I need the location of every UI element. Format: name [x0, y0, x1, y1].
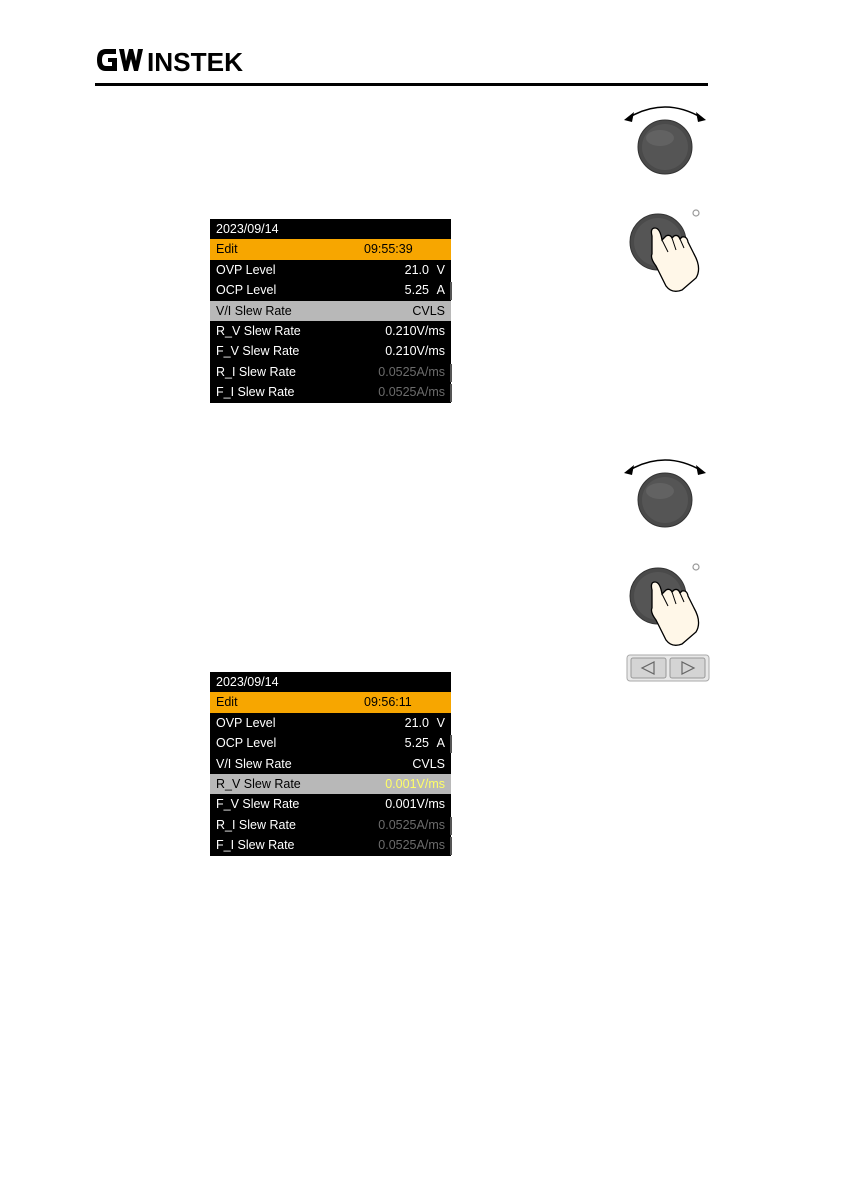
gw-instek-logo: [96, 47, 246, 73]
row-label: OCP Level: [216, 283, 277, 298]
row-value: 0.001V/ms: [385, 776, 445, 791]
row-value: 0.0525A/ms: [378, 385, 445, 400]
row-value: 0.0525A/ms: [378, 364, 445, 379]
row-label: OCP Level: [216, 736, 277, 751]
lcd-row-fi-slew: [210, 835, 451, 855]
header-rule: [95, 83, 708, 86]
row-unit: V: [436, 262, 445, 277]
lcd-mode: Edit: [216, 242, 238, 257]
row-value: 5.25: [404, 283, 429, 298]
lcd-row-ocp: [210, 733, 451, 753]
lcd-edit-bar: [210, 692, 451, 712]
press-knob-icon: [622, 206, 714, 294]
lcd-row-ovp: [210, 260, 451, 280]
scroll-knob-icon: [622, 100, 708, 176]
lcd-row-ovp: [210, 713, 451, 733]
row-value: 5.25: [404, 736, 429, 751]
lcd-screen-2: [210, 672, 451, 856]
row-unit: V: [436, 715, 445, 730]
row-unit: A: [436, 283, 445, 298]
row-label: OVP Level: [216, 262, 276, 277]
row-label: OVP Level: [216, 715, 276, 730]
row-value: 0.001V/ms: [385, 797, 445, 812]
row-label: V/I Slew Rate: [216, 756, 292, 771]
lcd-row-rv-slew: [210, 321, 451, 341]
svg-text:INSTEK: INSTEK: [147, 47, 244, 73]
row-value: 0.0525A/ms: [378, 838, 445, 853]
lcd-row-ocp: [210, 280, 451, 300]
row-label: R_V Slew Rate: [216, 776, 301, 791]
arrow-keys-icon: [626, 654, 710, 682]
lcd-row-vi-slew-selected: [210, 301, 451, 321]
lcd-date: 2023/09/14: [216, 675, 279, 689]
row-label: R_V Slew Rate: [216, 323, 301, 338]
row-label: F_I Slew Rate: [216, 385, 295, 400]
row-value: 0.210V/ms: [385, 323, 445, 338]
row-value: CVLS: [412, 303, 445, 318]
row-label: F_V Slew Rate: [216, 344, 300, 359]
lcd-time: 09:56:11: [364, 695, 412, 710]
row-value: 21.0: [404, 262, 429, 277]
row-label: F_V Slew Rate: [216, 797, 300, 812]
row-label: V/I Slew Rate: [216, 303, 292, 318]
press-knob-icon: [622, 560, 714, 648]
lcd-row-fi-slew: [210, 382, 451, 402]
row-value: CVLS: [412, 756, 445, 771]
row-label: R_I Slew Rate: [216, 817, 296, 832]
lcd-row-fv-slew: [210, 794, 451, 814]
lcd-screen-1: [210, 219, 451, 403]
lcd-row-ri-slew: [210, 815, 451, 835]
lcd-row-ri-slew: [210, 362, 451, 382]
lcd-date: 2023/09/14: [216, 222, 279, 236]
row-label: F_I Slew Rate: [216, 838, 295, 853]
lcd-row-vi-slew: [210, 754, 451, 774]
lcd-time: 09:55:39: [364, 242, 413, 257]
lcd-mode: Edit: [216, 695, 238, 710]
lcd-row-fv-slew: [210, 341, 451, 361]
row-label: R_I Slew Rate: [216, 364, 296, 379]
row-value: 0.0525A/ms: [378, 817, 445, 832]
scroll-knob-icon: [622, 453, 708, 529]
row-value: 0.210V/ms: [385, 344, 445, 359]
row-value: 21.0: [404, 715, 429, 730]
lcd-row-rv-slew-selected: [210, 774, 451, 794]
lcd-edit-bar: [210, 239, 451, 259]
row-unit: A: [436, 736, 445, 751]
